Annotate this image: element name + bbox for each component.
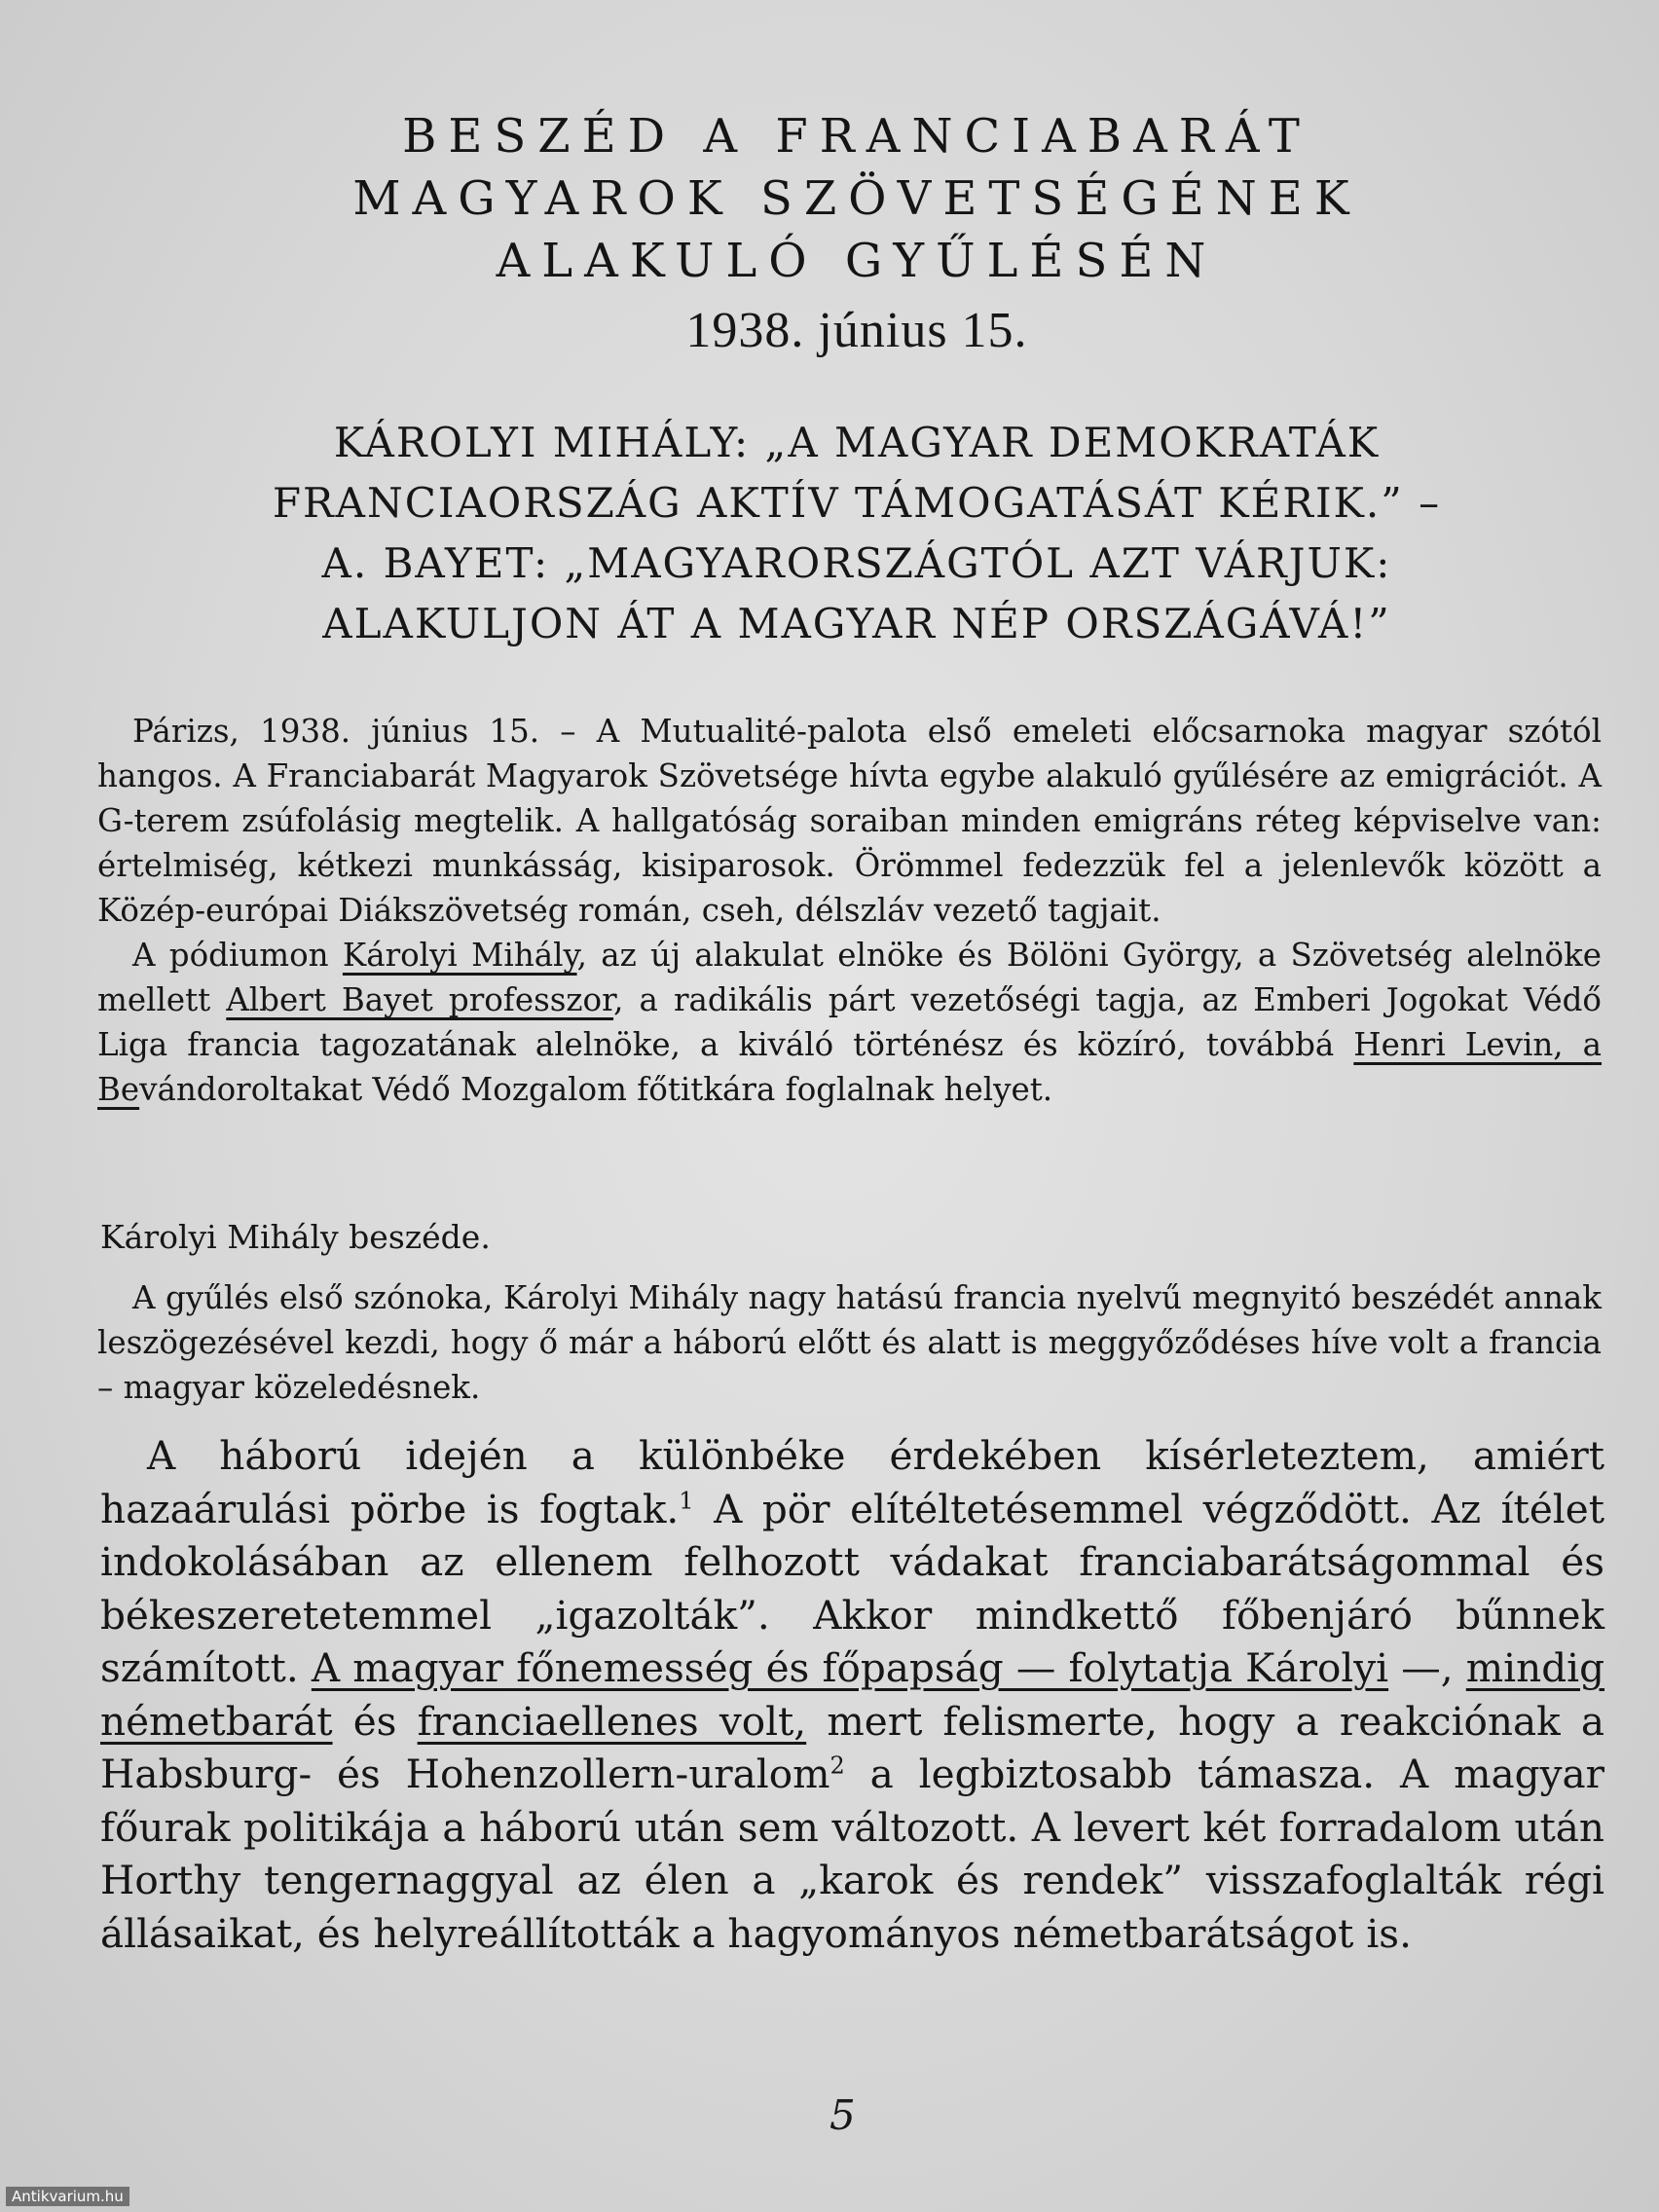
intro-text-c: , az új alakulat elnöke és Bölöni György, a Szövetség alelnöke mellett: [97, 937, 1602, 1018]
intro-text-g: vándoroltakat Védő Mozgalom főtitkára foglalnak helyet.: [139, 1071, 1053, 1108]
lead-paragraph: A gyűlés első szónoka, Károlyi Mihály nagy hatású francia nyelvű megnyitó beszédét annak leszögezésével kezdi, hogy ő már a háború előtt és alatt is meggyőződéses híve volt a francia – magyar közeledésnek.: [97, 1279, 1602, 1406]
underlined-germanophile: mindig németbarát: [100, 1644, 1605, 1745]
title-line-3: ALAKULÓ GYŰLÉSÉN: [496, 234, 1218, 288]
underlined-bayet: Albert Bayet professzor: [226, 981, 614, 1018]
underlined-aristocracy: A magyar főnemesség és főpapság — folytatja Károlyi: [311, 1644, 1389, 1691]
headline-line-1: KÁROLYI MIHÁLY: „A MAGYAR DEMOKRATÁK: [333, 419, 1381, 466]
title-line-2: MAGYAROK SZÖVETSÉGÉNEK: [352, 171, 1361, 226]
title-line-1: BESZÉD A FRANCIABARÁT: [402, 109, 1311, 164]
speech-text-9: a legbiztosabb támasza. A magyar főurak politikája a háború után sem változott. A levert két forradalom után Horthy tengernaggyal az élen a „karok és rendek” visszafoglalták régi állásaikat, és helyreállították a hagyományos németbarátságot is.: [100, 1751, 1604, 1957]
speech-text-8: mert felismerte, hogy a reakciónak a Habsburg- és Hohenzollern-uralom: [100, 1697, 1604, 1797]
watermark: Antikvarium.hu: [6, 2187, 129, 2206]
intro-paragraph-1: Párizs, 1938. június 15. – A Mutualité-palota első emeleti előcsarnoka magyar szótól hangos. A Franciabarát Magyarok Szövetsége hívta egybe alakuló gyűlésére az emigrációt. A G-terem zsúfolásig megtelik. A hallgatóság soraiban minden emigráns réteg képviselve van: értelmiség, kétkezi munkásság, kisiparosok. Örömmel fedezzük fel a jelenlevők között a Közép-európai Diákszövetség román, cseh, délszláv vezető tagjait.: [97, 713, 1602, 929]
speech-text-4: —,: [1388, 1644, 1466, 1691]
footnote-ref-1: 1: [679, 1487, 694, 1514]
intro-text-e: , a radikális párt vezetőségi tagja, az Emberi Jogokat Védő Liga francia tagozatának alelnöke, a kiváló történész és közíró, továbbá: [97, 981, 1602, 1063]
headline-line-2: FRANCIAORSZÁG AKTÍV TÁMOGATÁSÁT KÉRIK.” –: [272, 479, 1442, 527]
speech-subheading: Károlyi Mihály beszéde.: [100, 1218, 491, 1256]
lead-section: [97, 1275, 1602, 1410]
intro-paragraph-2: [97, 933, 1602, 1112]
headline-line-3: A. BAYET: „MAGYARORSZÁGTÓL AZT VÁRJUK:: [321, 539, 1392, 587]
underlined-karolyi: Károlyi Mihály: [342, 937, 577, 974]
speech-text-1: A háború idején a különbéke érdekében kísérleteztem, amiért hazaárulási pörbe is fogtak.: [100, 1432, 1604, 1532]
title-date: 1938. június 15.: [685, 303, 1028, 358]
headline-block: [166, 413, 1548, 654]
title-block: [88, 105, 1626, 359]
underlined-levin: Henri Levin, a Be: [97, 1026, 1603, 1108]
speech-text-2: A pör elítéltetésemmel végződött. Az ítélet indokolásában az ellenem felhozott vádakat franciabarátságommal és békeszeretetemmel „igazolták”. Akkor mindkettő főbenjáró bűnnek számított.: [100, 1485, 1604, 1691]
page-number: 5: [830, 2091, 856, 2139]
intro-text-a: A pódiumon: [132, 937, 343, 974]
footnote-ref-2: 2: [830, 1751, 845, 1780]
speech-text-6: és: [332, 1697, 418, 1745]
underlined-anti-french: franciaellenes volt,: [417, 1697, 807, 1745]
speech-paragraph: [100, 1429, 1604, 1960]
intro-section: [97, 709, 1602, 1112]
speech-section: [100, 1429, 1604, 1960]
headline-line-4: ALAKULJON ÁT A MAGYAR NÉP ORSZÁGÁVÁ!”: [322, 600, 1391, 647]
